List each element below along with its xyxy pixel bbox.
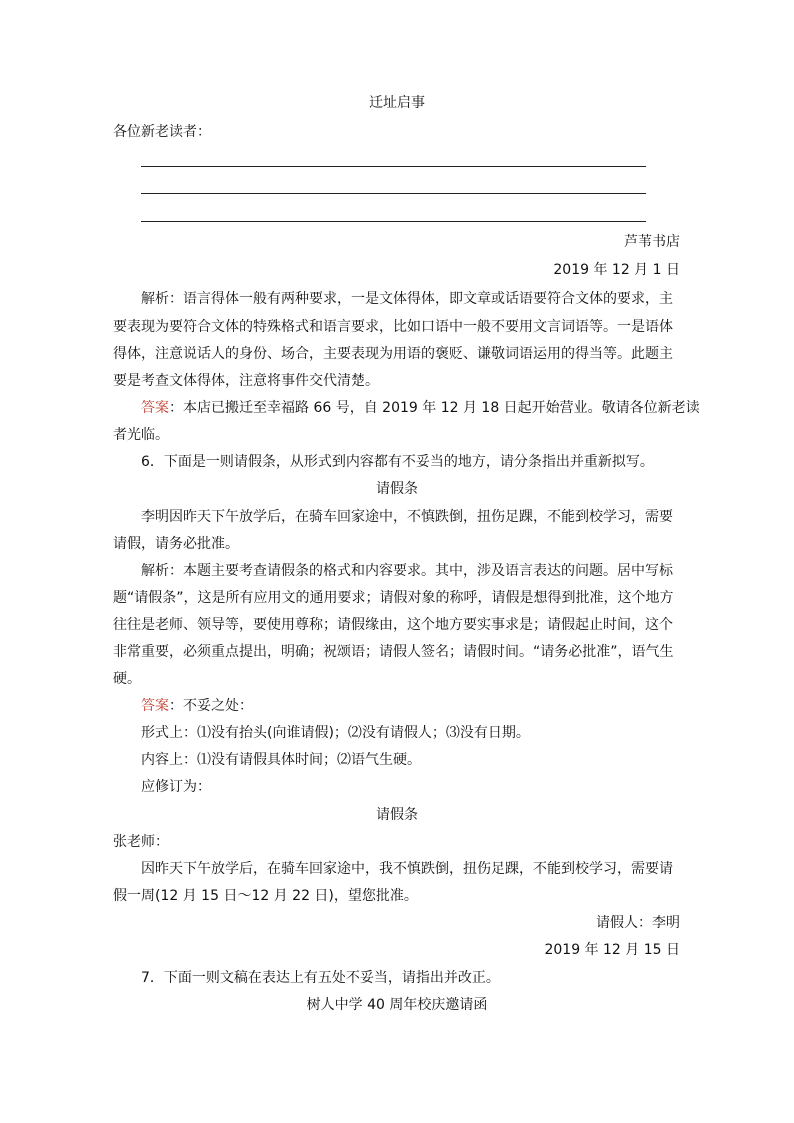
analysis1-line-1: 解析：语言得体一般有两种要求，一是文体得体，即文章或话语要符合文体的要求，主 — [141, 291, 673, 307]
answer2-signer: 请假人：李明 — [596, 915, 680, 931]
analysis2-line-1: 解析：本题主要考查请假条的格式和内容要求。其中，涉及语言表达的问题。居中写标 — [141, 563, 673, 579]
analysis1-line-3: 得体，注意说话人的身份、场合，主要表现为用语的褒贬、谦敬词语运用的得当等。此题主 — [113, 346, 673, 362]
analysis-label: 解析 — [141, 291, 169, 307]
analysis2-line-3: 往往是老师、领导等，要使用尊称；请假缘由，这个地方要实事求是；请假起止时间，这个 — [113, 617, 673, 633]
analysis-label: 解析 — [141, 563, 169, 579]
answer-label: 答案 — [141, 698, 169, 714]
question6-note-title: 请假条 — [376, 481, 418, 497]
analysis1-line-2: 要表现为要符合文体的特殊格式和语言要求，比如口语中一般不要用文言词语等。一是语体 — [113, 319, 673, 335]
answer1-line-1: 答案：本店已搬迁至幸福路 66 号，自 2019 年 12 月 18 日起开始营业。敬请各位新老读 — [141, 400, 700, 416]
question7-title: 树人中学 40 周年校庆邀请函 — [306, 997, 488, 1013]
answer2-date: 2019 年 12 月 15 日 — [544, 942, 680, 958]
analysis1-line-4: 要是考查文体得体，注意将事件交代清楚。 — [113, 373, 379, 389]
blank-line-3 — [141, 221, 646, 222]
answer2-form: 形式上：⑴没有抬头(向谁请假)；⑵没有请假人；⑶没有日期。 — [141, 725, 530, 741]
question6-text: 6．下面是一则请假条，从形式到内容都有不妥当的地方，请分条指出并重新拟写。 — [141, 454, 654, 470]
answer-label: 答案 — [141, 400, 169, 416]
analysis2-line-2: 题“请假条”，这是所有应用文的通用要求；请假对象的称呼，请假是想得到批准，这个地方 — [113, 590, 674, 606]
answer2-content: 内容上：⑴没有请假具体时间；⑵语气生硬。 — [141, 752, 421, 768]
answer2-revise: 应修订为： — [141, 779, 211, 795]
blank-line-1 — [141, 166, 646, 167]
notice-date: 2019 年 12 月 1 日 — [553, 262, 680, 278]
answer2-note-title: 请假条 — [376, 807, 418, 823]
question6-note-line-2: 请假，请务必批准。 — [113, 536, 239, 552]
notice-signature: 芦苇书店 — [624, 234, 680, 250]
question6-note-line-1: 李明因昨天下午放学后，在骑车回家途中，不慎跌倒，扭伤足踝，不能到校学习，需要 — [141, 509, 673, 525]
blank-line-2 — [141, 193, 646, 194]
analysis2-line-5: 硬。 — [113, 671, 141, 687]
answer2-intro: 答案：不妥之处： — [141, 698, 253, 714]
question7-text: 7．下面一则文稿在表达上有五处不妥当，请指出并改正。 — [141, 970, 500, 986]
answer1-line-2: 者光临。 — [113, 427, 169, 443]
answer2-body-line-1: 因昨天下午放学后，在骑车回家途中，我不慎跌倒，扭伤足踝，不能到校学习，需要请 — [141, 861, 673, 877]
notice-salutation: 各位新老读者： — [113, 124, 211, 140]
analysis2-line-4: 非常重要，必须重点提出，明确；祝颂语；请假人签名；请假时间。“请务必批准”，语气生 — [113, 644, 674, 660]
answer2-salutation: 张老师： — [113, 834, 169, 850]
notice-title: 迁址启事 — [369, 95, 425, 111]
answer2-body-line-2: 假一周(12 月 15 日～12 月 22 日)，望您批准。 — [113, 888, 418, 904]
